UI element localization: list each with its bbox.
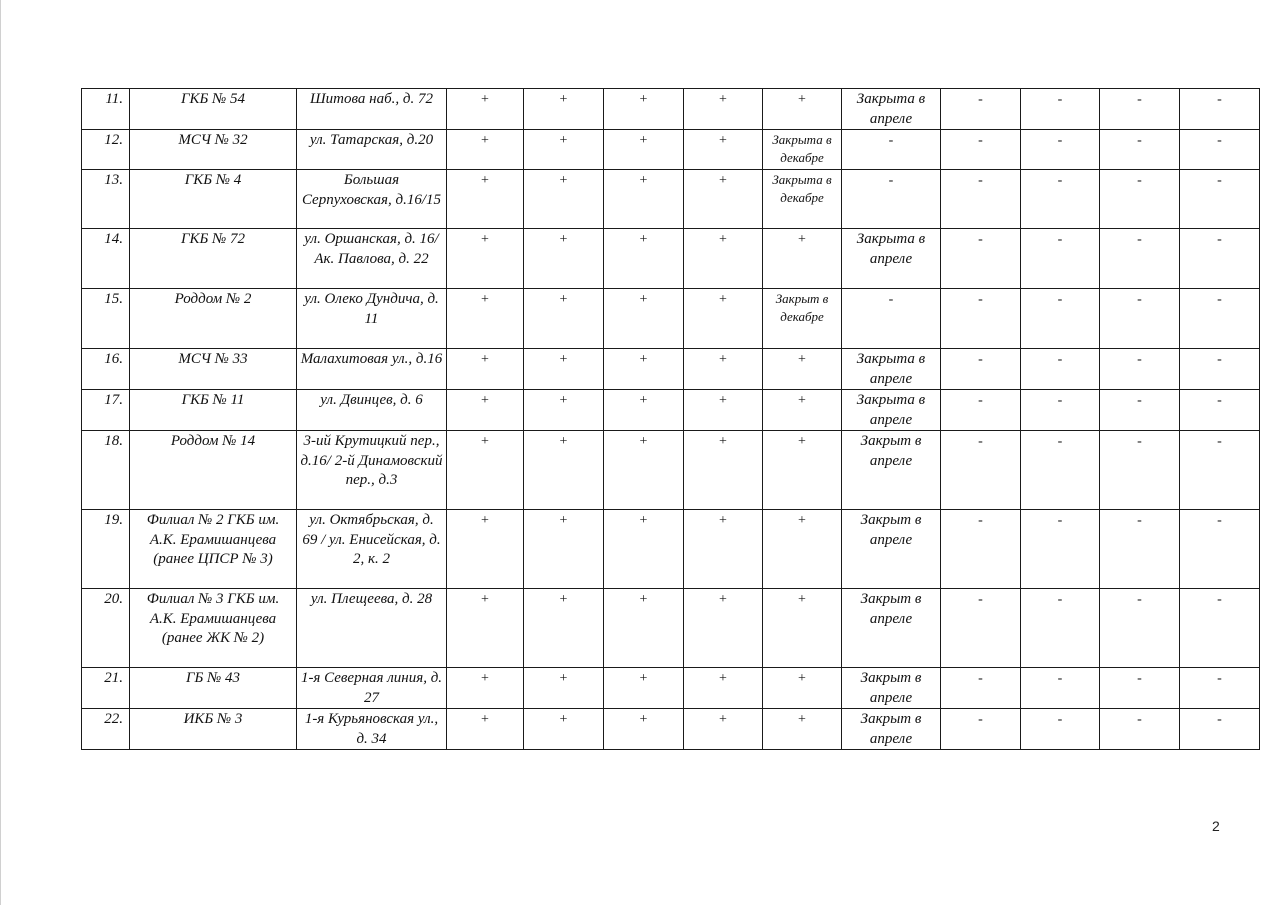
mark-cell: + bbox=[524, 390, 604, 431]
facility-name: Филиал № 3 ГКБ им. А.К. Ерамишанцева (ранее ЖК № 2) bbox=[130, 589, 297, 668]
table-row bbox=[82, 668, 1260, 709]
mark-cell: + bbox=[763, 510, 842, 589]
facility-name: ИКБ № 3 bbox=[130, 709, 297, 750]
mark-cell: - bbox=[941, 130, 1021, 170]
mark-cell: - bbox=[1100, 229, 1180, 289]
closure-status: Закрыт в апреле bbox=[842, 510, 941, 589]
row-number: 15. bbox=[82, 289, 130, 349]
facility-address: 1-я Северная линия, д. 27 bbox=[297, 668, 447, 709]
mark-cell: - bbox=[1180, 431, 1260, 510]
mark-cell: + bbox=[684, 170, 763, 229]
mark-cell: - bbox=[1180, 170, 1260, 229]
mark-cell: + bbox=[684, 510, 763, 589]
mark-cell: + bbox=[524, 89, 604, 130]
table-body bbox=[82, 89, 1260, 750]
mark-cell: + bbox=[763, 709, 842, 750]
row-number: 22. bbox=[82, 709, 130, 750]
mark-cell: + bbox=[604, 390, 684, 431]
mark-cell: - bbox=[842, 170, 941, 229]
mark-cell: - bbox=[1180, 349, 1260, 390]
mark-cell: - bbox=[941, 289, 1021, 349]
mark-cell: - bbox=[1100, 89, 1180, 130]
row-number: 18. bbox=[82, 431, 130, 510]
table-row bbox=[82, 229, 1260, 289]
mark-cell: + bbox=[447, 170, 524, 229]
hospitals-table bbox=[81, 88, 1260, 750]
facility-address: Шитова наб., д. 72 bbox=[297, 89, 447, 130]
row-number: 11. bbox=[82, 89, 130, 130]
mark-cell: - bbox=[1180, 589, 1260, 668]
mark-cell: + bbox=[684, 668, 763, 709]
mark-cell: + bbox=[447, 289, 524, 349]
mark-cell: + bbox=[447, 89, 524, 130]
mark-cell: - bbox=[1100, 289, 1180, 349]
mark-cell: + bbox=[604, 349, 684, 390]
mark-cell: + bbox=[447, 709, 524, 750]
mark-cell: - bbox=[941, 390, 1021, 431]
facility-address: ул. Плещеева, д. 28 bbox=[297, 589, 447, 668]
closure-status: Закрыт в апреле bbox=[842, 668, 941, 709]
mark-cell: - bbox=[1021, 130, 1100, 170]
mark-cell: - bbox=[1100, 668, 1180, 709]
mark-cell: + bbox=[684, 289, 763, 349]
mark-cell: - bbox=[1180, 390, 1260, 431]
mark-cell: + bbox=[447, 431, 524, 510]
mark-cell: - bbox=[1021, 510, 1100, 589]
mark-cell: + bbox=[684, 349, 763, 390]
mark-cell: + bbox=[524, 431, 604, 510]
mark-cell: + bbox=[524, 668, 604, 709]
mark-cell: + bbox=[684, 589, 763, 668]
closure-status: Закрыта в декабре bbox=[763, 130, 842, 170]
mark-cell: + bbox=[604, 289, 684, 349]
mark-cell: - bbox=[1021, 589, 1100, 668]
facility-address: 3-ий Крутицкий пер., д.16/ 2-й Динамовский пер., д.3 bbox=[297, 431, 447, 510]
table-row bbox=[82, 431, 1260, 510]
mark-cell: - bbox=[1180, 289, 1260, 349]
mark-cell: - bbox=[1180, 510, 1260, 589]
mark-cell: + bbox=[684, 390, 763, 431]
mark-cell: - bbox=[1021, 89, 1100, 130]
facility-address: Большая Серпуховская, д.16/15 bbox=[297, 170, 447, 229]
closure-status: Закрыт в апреле bbox=[842, 431, 941, 510]
facility-address: Малахитовая ул., д.16 bbox=[297, 349, 447, 390]
mark-cell: - bbox=[842, 130, 941, 170]
mark-cell: + bbox=[524, 130, 604, 170]
mark-cell: - bbox=[842, 289, 941, 349]
table-row bbox=[82, 349, 1260, 390]
mark-cell: - bbox=[941, 89, 1021, 130]
closure-status: Закрыта в апреле bbox=[842, 89, 941, 130]
facility-name: ГКБ № 72 bbox=[130, 229, 297, 289]
closure-status: Закрыта в апреле bbox=[842, 349, 941, 390]
table-row bbox=[82, 289, 1260, 349]
facility-name: ГКБ № 4 bbox=[130, 170, 297, 229]
mark-cell: + bbox=[763, 431, 842, 510]
table-row bbox=[82, 89, 1260, 130]
facility-address: 1-я Курьяновская ул., д. 34 bbox=[297, 709, 447, 750]
mark-cell: - bbox=[941, 709, 1021, 750]
mark-cell: + bbox=[524, 349, 604, 390]
mark-cell: + bbox=[524, 170, 604, 229]
mark-cell: + bbox=[763, 390, 842, 431]
facility-address: ул. Татарская, д.20 bbox=[297, 130, 447, 170]
mark-cell: - bbox=[941, 229, 1021, 289]
mark-cell: + bbox=[604, 668, 684, 709]
row-number: 20. bbox=[82, 589, 130, 668]
mark-cell: - bbox=[1180, 709, 1260, 750]
facility-address: ул. Оршанская, д. 16/Ак. Павлова, д. 22 bbox=[297, 229, 447, 289]
row-number: 21. bbox=[82, 668, 130, 709]
mark-cell: - bbox=[1100, 431, 1180, 510]
mark-cell: - bbox=[1100, 510, 1180, 589]
mark-cell: + bbox=[604, 510, 684, 589]
table-row bbox=[82, 589, 1260, 668]
facility-address: ул. Олеко Дундича, д. 11 bbox=[297, 289, 447, 349]
mark-cell: - bbox=[1021, 229, 1100, 289]
mark-cell: + bbox=[524, 510, 604, 589]
mark-cell: + bbox=[524, 289, 604, 349]
mark-cell: - bbox=[1180, 89, 1260, 130]
mark-cell: + bbox=[447, 668, 524, 709]
facility-address: ул. Двинцев, д. 6 bbox=[297, 390, 447, 431]
facility-name: МСЧ № 32 bbox=[130, 130, 297, 170]
closure-status: Закрыт в апреле bbox=[842, 709, 941, 750]
mark-cell: + bbox=[684, 229, 763, 289]
mark-cell: - bbox=[941, 431, 1021, 510]
mark-cell: - bbox=[941, 668, 1021, 709]
mark-cell: + bbox=[604, 229, 684, 289]
table-row bbox=[82, 390, 1260, 431]
mark-cell: - bbox=[1100, 170, 1180, 229]
mark-cell: + bbox=[524, 709, 604, 750]
table-row bbox=[82, 170, 1260, 229]
row-number: 17. bbox=[82, 390, 130, 431]
mark-cell: - bbox=[941, 510, 1021, 589]
mark-cell: + bbox=[684, 709, 763, 750]
mark-cell: - bbox=[1180, 229, 1260, 289]
facility-name: МСЧ № 33 bbox=[130, 349, 297, 390]
mark-cell: - bbox=[1100, 709, 1180, 750]
row-number: 12. bbox=[82, 130, 130, 170]
mark-cell: - bbox=[1021, 668, 1100, 709]
closure-status: Закрыта в апреле bbox=[842, 390, 941, 431]
facility-name: Роддом № 2 bbox=[130, 289, 297, 349]
page-number: 2 bbox=[1212, 818, 1220, 834]
mark-cell: + bbox=[604, 170, 684, 229]
mark-cell: + bbox=[684, 130, 763, 170]
row-number: 16. bbox=[82, 349, 130, 390]
row-number: 19. bbox=[82, 510, 130, 589]
mark-cell: - bbox=[1100, 130, 1180, 170]
mark-cell: - bbox=[1021, 431, 1100, 510]
mark-cell: + bbox=[447, 510, 524, 589]
mark-cell: - bbox=[1100, 390, 1180, 431]
mark-cell: + bbox=[447, 229, 524, 289]
mark-cell: + bbox=[763, 589, 842, 668]
closure-status: Закрыт в апреле bbox=[842, 589, 941, 668]
mark-cell: + bbox=[604, 89, 684, 130]
facility-name: ГКБ № 11 bbox=[130, 390, 297, 431]
row-number: 13. bbox=[82, 170, 130, 229]
facility-name: ГБ № 43 bbox=[130, 668, 297, 709]
mark-cell: - bbox=[941, 349, 1021, 390]
mark-cell: + bbox=[604, 589, 684, 668]
mark-cell: + bbox=[684, 431, 763, 510]
mark-cell: + bbox=[447, 589, 524, 668]
mark-cell: - bbox=[1021, 289, 1100, 349]
table-row bbox=[82, 709, 1260, 750]
mark-cell: - bbox=[1021, 709, 1100, 750]
mark-cell: + bbox=[604, 709, 684, 750]
mark-cell: - bbox=[1021, 349, 1100, 390]
closure-status: Закрыта в апреле bbox=[842, 229, 941, 289]
mark-cell: + bbox=[604, 130, 684, 170]
mark-cell: - bbox=[1100, 589, 1180, 668]
mark-cell: + bbox=[604, 431, 684, 510]
mark-cell: + bbox=[763, 89, 842, 130]
facility-address: ул. Октябрьская, д. 69 / ул. Енисейская, д. 2, к. 2 bbox=[297, 510, 447, 589]
mark-cell: - bbox=[1021, 390, 1100, 431]
closure-status: Закрыт в декабре bbox=[763, 289, 842, 349]
mark-cell: - bbox=[1100, 349, 1180, 390]
mark-cell: - bbox=[1021, 170, 1100, 229]
mark-cell: - bbox=[941, 170, 1021, 229]
row-number: 14. bbox=[82, 229, 130, 289]
mark-cell: - bbox=[1180, 668, 1260, 709]
mark-cell: + bbox=[524, 589, 604, 668]
mark-cell: + bbox=[447, 130, 524, 170]
table-row bbox=[82, 510, 1260, 589]
mark-cell: + bbox=[447, 349, 524, 390]
mark-cell: + bbox=[447, 390, 524, 431]
table-row bbox=[82, 130, 1260, 170]
mark-cell: - bbox=[1180, 130, 1260, 170]
closure-status: Закрыта в декабре bbox=[763, 170, 842, 229]
facility-name: Филиал № 2 ГКБ им. А.К. Ерамишанцева (ранее ЦПСР № 3) bbox=[130, 510, 297, 589]
mark-cell: + bbox=[763, 349, 842, 390]
facility-name: Роддом № 14 bbox=[130, 431, 297, 510]
mark-cell: - bbox=[941, 589, 1021, 668]
mark-cell: + bbox=[763, 668, 842, 709]
mark-cell: + bbox=[684, 89, 763, 130]
page-edge bbox=[0, 0, 1, 905]
mark-cell: + bbox=[524, 229, 604, 289]
mark-cell: + bbox=[763, 229, 842, 289]
facility-name: ГКБ № 54 bbox=[130, 89, 297, 130]
